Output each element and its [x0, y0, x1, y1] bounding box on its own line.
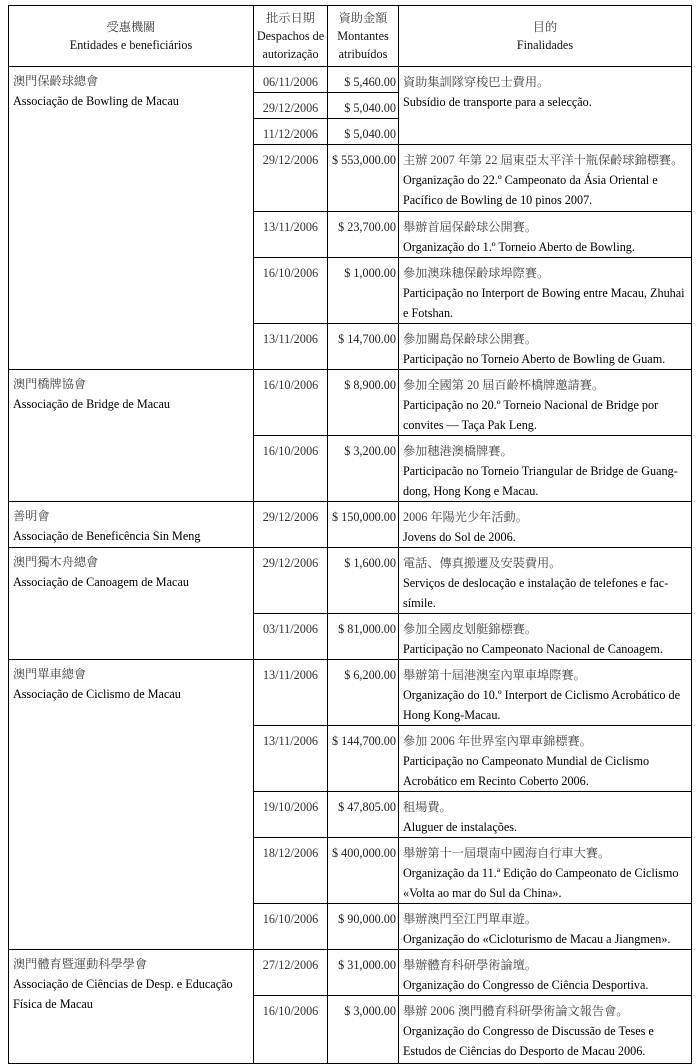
purpose-pt: Organização da 11.ª Edição do Campeonato de Ciclismo «Volta ao mar do Sul da China».	[402, 866, 679, 900]
purpose-cell	[398, 258, 691, 324]
amount-cell: $ 5,040.00	[328, 93, 399, 119]
entity-cell	[9, 548, 254, 660]
date-cell: 29/12/2006	[254, 93, 328, 119]
table-body	[9, 67, 692, 1064]
date-cell: 13/11/2006	[254, 660, 328, 726]
purpose-cn: 資助集訓隊穿梭巴士費用。	[402, 75, 550, 89]
amount-cell: $ 23,700.00	[328, 212, 399, 258]
amount-cell: $ 6,200.00	[328, 660, 399, 726]
purpose-cn: 租場費。	[402, 800, 452, 814]
purpose-cell	[398, 904, 691, 950]
purpose-cell	[398, 324, 691, 370]
amount-cell: $ 1,000.00	[328, 258, 399, 324]
entity-name-pt: Associação de Beneficência Sin Meng	[13, 529, 201, 543]
date-cell: 16/10/2006	[254, 370, 328, 436]
purpose-pt: Jovens do Sol de 2006.	[402, 530, 516, 544]
purpose-cn: 2006 年陽光少年活動。	[402, 510, 528, 524]
amount-cell: $ 31,000.00	[328, 950, 399, 996]
entity-name-cn: 澳門橋牌協會	[13, 377, 87, 391]
purpose-pt: Subsídio de transporte para a selecção.	[402, 95, 592, 109]
purpose-cell	[398, 614, 691, 660]
header-entity	[9, 6, 254, 67]
entity-name-pt: Associação de Canoagem de Macau	[13, 575, 189, 589]
date-cell: 13/11/2006	[254, 324, 328, 370]
header-date-pt2: autorização	[262, 47, 319, 61]
purpose-cell	[398, 212, 691, 258]
amount-cell: $ 150,000.00	[328, 502, 399, 548]
header-date-pt1: Despachos de	[256, 29, 325, 43]
purpose-cell	[398, 145, 691, 212]
table-row	[9, 67, 692, 93]
purpose-cn: 電話、傳真搬遷及安裝費用。	[402, 556, 562, 570]
date-cell: 11/12/2006	[254, 119, 328, 145]
entity-name-pt: Associação de Bridge de Macau	[13, 397, 171, 411]
purpose-pt: Participação no Campeonato Nacional de Canoagem.	[402, 642, 663, 656]
purpose-cn: 參加關島保齡球公開賽。	[402, 332, 538, 346]
purpose-cn: 舉辦第十屆港澳室內單車埠際賽。	[402, 668, 586, 682]
date-cell: 06/11/2006	[254, 67, 328, 93]
header-entity-pt: Entidades e beneficiários	[69, 38, 193, 52]
table-row	[9, 502, 692, 548]
table-row	[9, 370, 692, 436]
entity-cell	[9, 502, 254, 548]
amount-cell: $ 3,200.00	[328, 436, 399, 502]
purpose-pt: Organização do 1.º Torneio Aberto de Bowling.	[402, 240, 635, 254]
purpose-cn: 主辦 2007 年第 22 屆東亞太平洋十瓶保齡球錦標賽。	[402, 153, 684, 167]
purpose-cell	[398, 548, 691, 614]
purpose-cn: 參加全國第 20 屆百齡杯橋牌邀請賽。	[402, 378, 605, 392]
table-row	[9, 660, 692, 726]
header-purpose-cn: 目的	[532, 20, 558, 34]
date-cell: 18/12/2006	[254, 838, 328, 904]
table-row	[9, 548, 692, 614]
header-amount-pt1: Montantes	[337, 29, 389, 43]
purpose-cn: 舉辦首屆保齡球公開賽。	[402, 220, 538, 234]
purpose-cn: 參加 2006 年世界室內單車錦標賽。	[402, 734, 592, 748]
amount-cell: $ 5,460.00	[328, 67, 399, 93]
amount-cell: $ 1,600.00	[328, 548, 399, 614]
header-date-cn: 批示日期	[266, 11, 315, 25]
entity-name-cn: 澳門體育暨運動科學學會	[13, 957, 148, 971]
subsidies-table	[8, 5, 692, 1064]
purpose-pt: Organização do Congresso de Discussão de Teses e Estudos de Ciências do Desporto de Macau 2006.	[402, 1024, 654, 1058]
purpose-cn: 舉辦第十一屆環南中國海自行車大賽。	[402, 846, 611, 860]
purpose-pt: Organização do 22.º Campeonato da Ásia Oriental e Pacífico de Bowling de 10 pinos 2007.	[402, 173, 658, 207]
header-amount-cn: 資助金額	[338, 11, 388, 25]
header-amount-pt2: atribuídos	[338, 47, 388, 61]
purpose-pt: Serviços de deslocação e instalação de telefones e fac-símile.	[402, 576, 669, 610]
purpose-cell	[398, 726, 691, 792]
purpose-cell	[398, 838, 691, 904]
amount-cell: $ 8,900.00	[328, 370, 399, 436]
amount-cell: $ 14,700.00	[328, 324, 399, 370]
purpose-cn: 參加全國皮划艇錦標賽。	[402, 622, 538, 636]
amount-cell: $ 553,000.00	[328, 145, 399, 212]
purpose-pt: Organização do Congresso de Ciência Desportiva.	[402, 978, 649, 992]
date-cell: 19/10/2006	[254, 792, 328, 838]
entity-name-pt: Associação de Ciclismo de Macau	[13, 687, 181, 701]
purpose-cn: 參加穗港澳橋牌賽。	[402, 444, 513, 458]
purpose-pt: Organização do 10.º Interport de Ciclismo Acrobático de Hong Kong-Macau.	[402, 688, 680, 722]
amount-cell: $ 400,000.00	[328, 838, 399, 904]
amount-cell: $ 144,700.00	[328, 726, 399, 792]
entity-cell	[9, 660, 254, 950]
entity-name-pt: Associação de Bowling de Macau	[13, 94, 179, 108]
amount-cell: $ 90,000.00	[328, 904, 399, 950]
date-cell: 16/10/2006	[254, 904, 328, 950]
date-cell: 13/11/2006	[254, 726, 328, 792]
entity-name-cn: 澳門保齡球總會	[13, 74, 99, 88]
header-amount	[328, 6, 399, 67]
purpose-cell	[398, 502, 691, 548]
date-cell: 29/12/2006	[254, 548, 328, 614]
purpose-pt: Participação no Campeonato Mundial de Ciclismo Acrobático em Recinto Coberto 2006.	[402, 754, 650, 788]
purpose-pt: Participação no Torneio Aberto de Bowling de Guam.	[402, 352, 666, 366]
entity-cell	[9, 370, 254, 502]
purpose-cn: 舉辦 2006 澳門體育科研學術論文報告會。	[402, 1004, 629, 1018]
date-cell: 13/11/2006	[254, 212, 328, 258]
purpose-pt: Participação no 20.º Torneio Nacional de Bridge por convites — Taça Pak Leng.	[402, 398, 659, 432]
entity-name-pt: Associação de Ciências de Desp. e Educação Física de Macau	[13, 977, 233, 1011]
purpose-cell	[398, 436, 691, 502]
entity-name-cn: 澳門單車總會	[13, 667, 87, 681]
purpose-cell	[398, 67, 691, 145]
date-cell: 16/10/2006	[254, 996, 328, 1064]
date-cell: 29/12/2006	[254, 502, 328, 548]
entity-cell	[9, 67, 254, 370]
date-cell: 16/10/2006	[254, 258, 328, 324]
purpose-cell	[398, 660, 691, 726]
purpose-cell	[398, 370, 691, 436]
amount-cell: $ 5,040.00	[328, 119, 399, 145]
entity-name-cn: 善明會	[13, 509, 50, 523]
entity-name-cn: 澳門獨木舟總會	[13, 555, 99, 569]
header-row	[9, 6, 692, 67]
header-date	[254, 6, 328, 67]
purpose-cell	[398, 792, 691, 838]
date-cell: 29/12/2006	[254, 145, 328, 212]
purpose-cn: 舉辦體育科研學術論壇。	[402, 958, 538, 972]
purpose-cell	[398, 950, 691, 996]
header-purpose-pt: Finalidades	[516, 38, 574, 52]
amount-cell: $ 47,805.00	[328, 792, 399, 838]
date-cell: 03/11/2006	[254, 614, 328, 660]
header-purpose	[398, 6, 691, 67]
date-cell: 27/12/2006	[254, 950, 328, 996]
header-entity-cn: 受惠機關	[106, 20, 156, 34]
purpose-pt: Participacão no Torneio Triangular de Bridge de Guang-dong, Hong Kong e Macau.	[402, 464, 678, 498]
date-cell: 16/10/2006	[254, 436, 328, 502]
amount-cell: $ 3,000.00	[328, 996, 399, 1064]
amount-cell: $ 81,000.00	[328, 614, 399, 660]
purpose-cn: 舉辦澳門至江門單車遊。	[402, 912, 538, 926]
table-row	[9, 950, 692, 996]
purpose-cell	[398, 996, 691, 1064]
purpose-pt: Organização do «Cicloturismo de Macau a Jiangmen».	[402, 932, 671, 946]
entity-cell	[9, 950, 254, 1064]
purpose-cn: 參加澳珠穗保齡球埠際賽。	[402, 266, 550, 280]
purpose-pt: Aluguer de instalações.	[402, 820, 518, 834]
purpose-pt: Participação no Interport de Bowing entre Macau, Zhuhai e Fotshan.	[402, 286, 685, 320]
